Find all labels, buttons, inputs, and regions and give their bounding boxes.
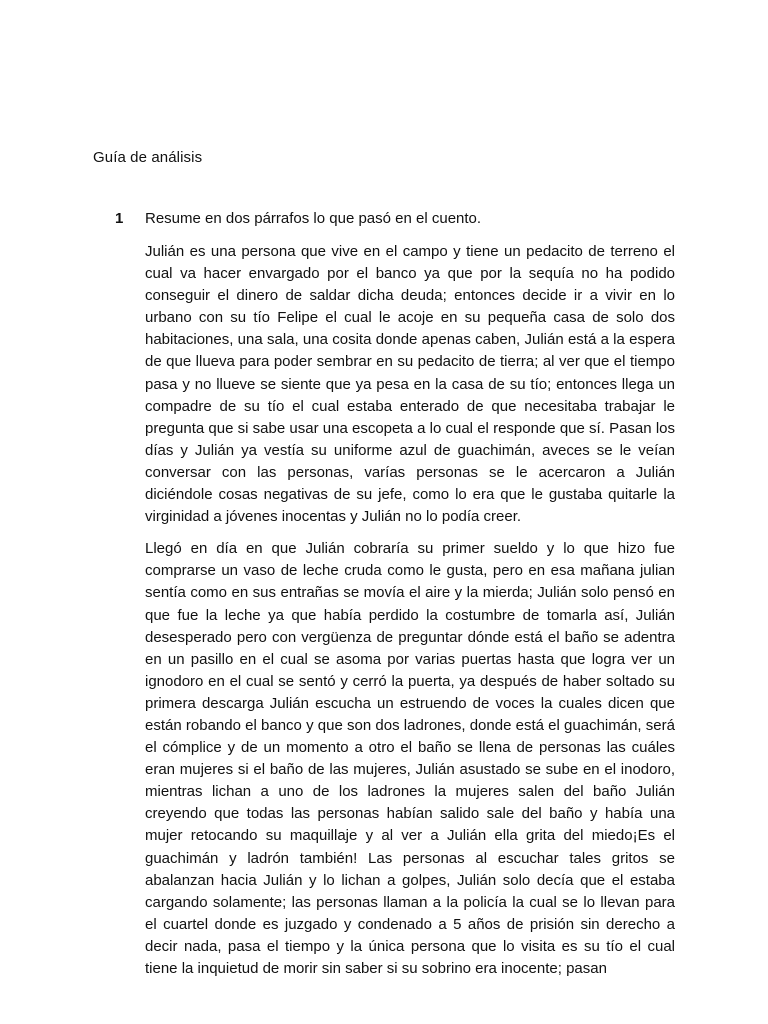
answer-block — [145, 241, 675, 977]
document-title: Guía de análisis — [93, 149, 203, 166]
question-number: 1 — [115, 210, 124, 227]
question-row — [0, 210, 768, 234]
question-text: Resume en dos párrafos lo que pasó en el cuento. — [145, 210, 482, 227]
answer-paragraph-2: Llegó en día en que Julián cobraría su primer sueldo y lo que hizo fue comprarse un vaso de leche cruda como le gusta, pero en esa mañana julian sentía como en sus entrañas se movía el aire y la mierda; Julián solo pensó en que fue la leche ya que había perdido la costumbre de tomarla así, Julián desesperado pero con vergüenza de preguntar dónde está el baño se adentra en un pasillo en el cual se asoma por varias puertas hasta que logra ver un ignodoro en el cual se sentó y cerró la puerta, ya después de haber soltado su primera descarga Julián escucha un estruendo de voces la cuales dicen que están robando el banco y que son dos ladrones, donde está el guachimán, será el cómplice y de un momento a otro el baño se llena de personas las cuáles eran mujeres si el baño de las mujeres, Julián asustado se sube en el inodoro, mientras lichan a uno de los ladrones la mujeres salen del baño Julián creyendo que todas las personas habían salido sale del baño y había una mujer retocando su maquillaje y al ver a Julián ella grita del miedo¡Es el guachimán y ladrón también! Las personas al escuchar tales gritos se abalanzan hacia Julián y lo lichan a golpes, Julián solo decía que el estaba cargando solamente; las personas llaman a la policía la cual se lo llevan para el cuartel donde es juzgado y condenado a 5 años de prisión sin derecho a decir nada, pasa el tiempo y la única persona que lo visita es su tío el cual tiene la inquietud de morir sin saber si su sobrino era inocente; pasan — [145, 540, 675, 977]
answer-paragraph-1: Julián es una persona que vive en el campo y tiene un pedacito de terreno el cual va hacer envargado por el banco ya que por la sequía no ha podido conseguir el dinero de saldar dicha deuda; entonces decide ir a vivir en lo urbano con su tío Felipe el cual le acoje en su pequeña casa de solo dos habitaciones, una sala, una cosita donde apenas caben, Julián está a la espera de que llueva para poder sembrar en su pedacito de tierra; al ver que el tiempo pasa y no llueve se siente que ya pesa en la casa de su tío; entonces llega un compadre de su tío el cual estaba enterado de que necesitaba trabajar le pregunta que si sabe usar una escopeta a lo cual el responde que sí. Pasan los días y Julián ya vestía su uniforme azul de guachimán, aveces se le veían conversar con las personas, varías personas se le acercaron a Julián diciéndole cosas negativas de su jefe, como lo era que le gustaba quitarle la virginidad a jóvenes inocentas y Julián no lo podía creer. — [145, 243, 675, 526]
